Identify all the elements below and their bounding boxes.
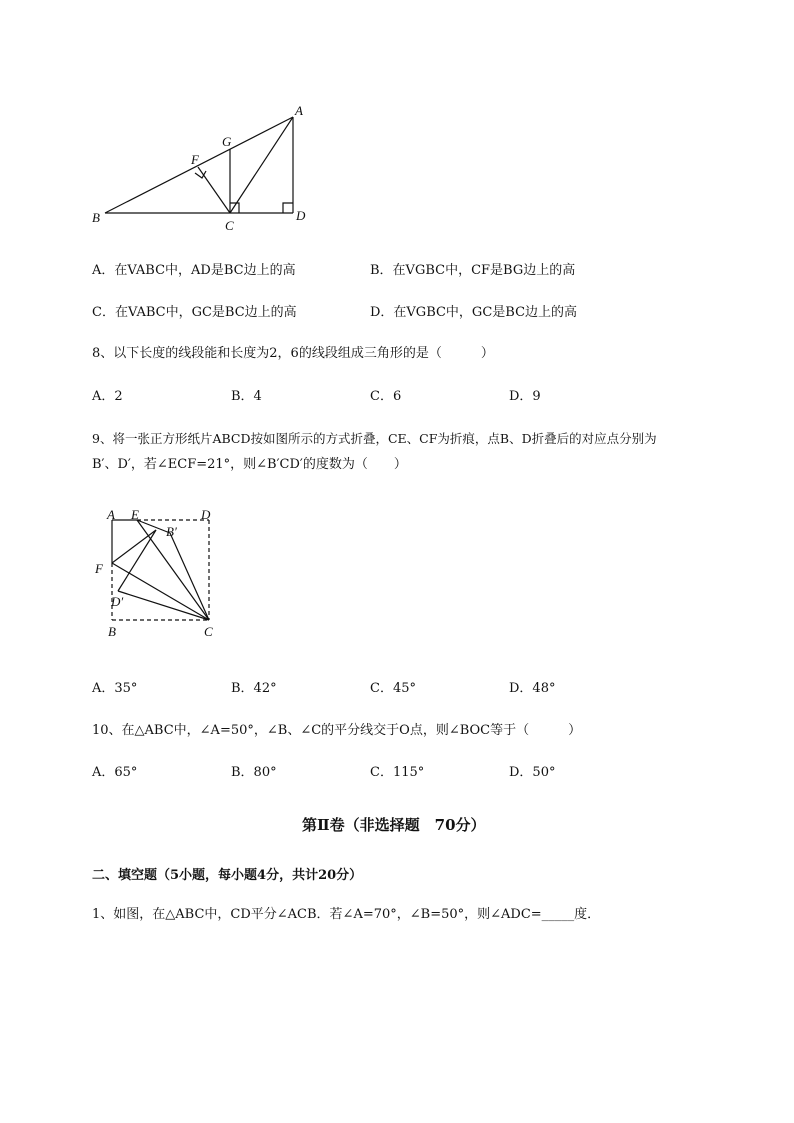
section-heading-fill-blank: 二、填空题（5小题，每小题4分，共计20分）: [92, 868, 363, 883]
q7-option-c: C．在VABC中，GC是BC边上的高: [92, 305, 297, 320]
q9-option-b: B．42°: [231, 681, 277, 696]
right-angle-d: [283, 203, 293, 213]
label-g: G: [222, 134, 232, 149]
segment-d-prime-c: [118, 591, 209, 620]
crease-cf: [112, 563, 209, 620]
label-a: A: [107, 507, 115, 522]
segment-b-prime-c: [170, 533, 209, 620]
q9-option-a: A．35°: [92, 681, 138, 696]
q7-option-b: B．在VGBC中，CF是BG边上的高: [370, 263, 576, 278]
label-b: B: [92, 210, 100, 225]
q8-stem: 8、以下长度的线段能和长度为2，6的线段组成三角形的是（ ）: [92, 346, 494, 361]
q9-option-d: D．48°: [509, 681, 556, 696]
q10-option-a: A．65°: [92, 765, 138, 780]
label-b-prime: B′: [166, 524, 177, 539]
label-c: C: [225, 218, 234, 233]
label-a: A: [295, 103, 303, 118]
label-f: F: [95, 561, 103, 576]
q8-option-b: B．4: [231, 389, 262, 404]
segment-ac: [230, 117, 293, 213]
q10-option-c: C．115°: [370, 765, 425, 780]
q9-stem-line2: B′、D′，若∠ECF=21°，则∠B′CD′的度数为（ ）: [92, 457, 407, 472]
part2-q1-stem: 1、如图，在△ABC中，CD平分∠ACB．若∠A=70°，∠B=50°，则∠ADC=_____度．: [92, 907, 601, 922]
label-c: C: [204, 624, 213, 639]
q7-option-a: A．在VABC中，AD是BC边上的高: [92, 263, 296, 278]
q8-option-c: C．6: [370, 389, 402, 404]
figure-folded-square: [92, 503, 227, 643]
q8-option-d: D．9: [509, 389, 541, 404]
segment-d-prime-edge: [118, 530, 156, 591]
q10-stem: 10、在△ABC中，∠A=50°，∠B、∠C的平分线交于O点，则∠BOC等于（ ）: [92, 723, 582, 738]
label-d-prime: D′: [111, 594, 124, 609]
label-d: D: [201, 507, 211, 522]
q9-option-c: C．45°: [370, 681, 416, 696]
label-b: B: [108, 624, 116, 639]
q7-option-d: D．在VGBC中，GC是BC边上的高: [370, 305, 578, 320]
segment-ab: [105, 117, 293, 213]
label-f: F: [191, 152, 199, 167]
part2-title: 第Ⅱ卷（非选择题 70分）: [302, 816, 486, 834]
figure-triangle-abd: [85, 95, 325, 240]
q8-option-a: A．2: [92, 389, 123, 404]
q10-option-b: B．80°: [231, 765, 277, 780]
label-e: E: [131, 507, 139, 522]
q9-stem-line1: 9、将一张正方形纸片ABCD按如图所示的方式折叠，CE、CF为折痕，点B、D折叠后的对应点分别为: [92, 431, 657, 446]
segment-cf: [198, 167, 230, 213]
segment-f-top: [112, 530, 156, 563]
label-d: D: [296, 208, 306, 223]
q10-option-d: D．50°: [509, 765, 556, 780]
